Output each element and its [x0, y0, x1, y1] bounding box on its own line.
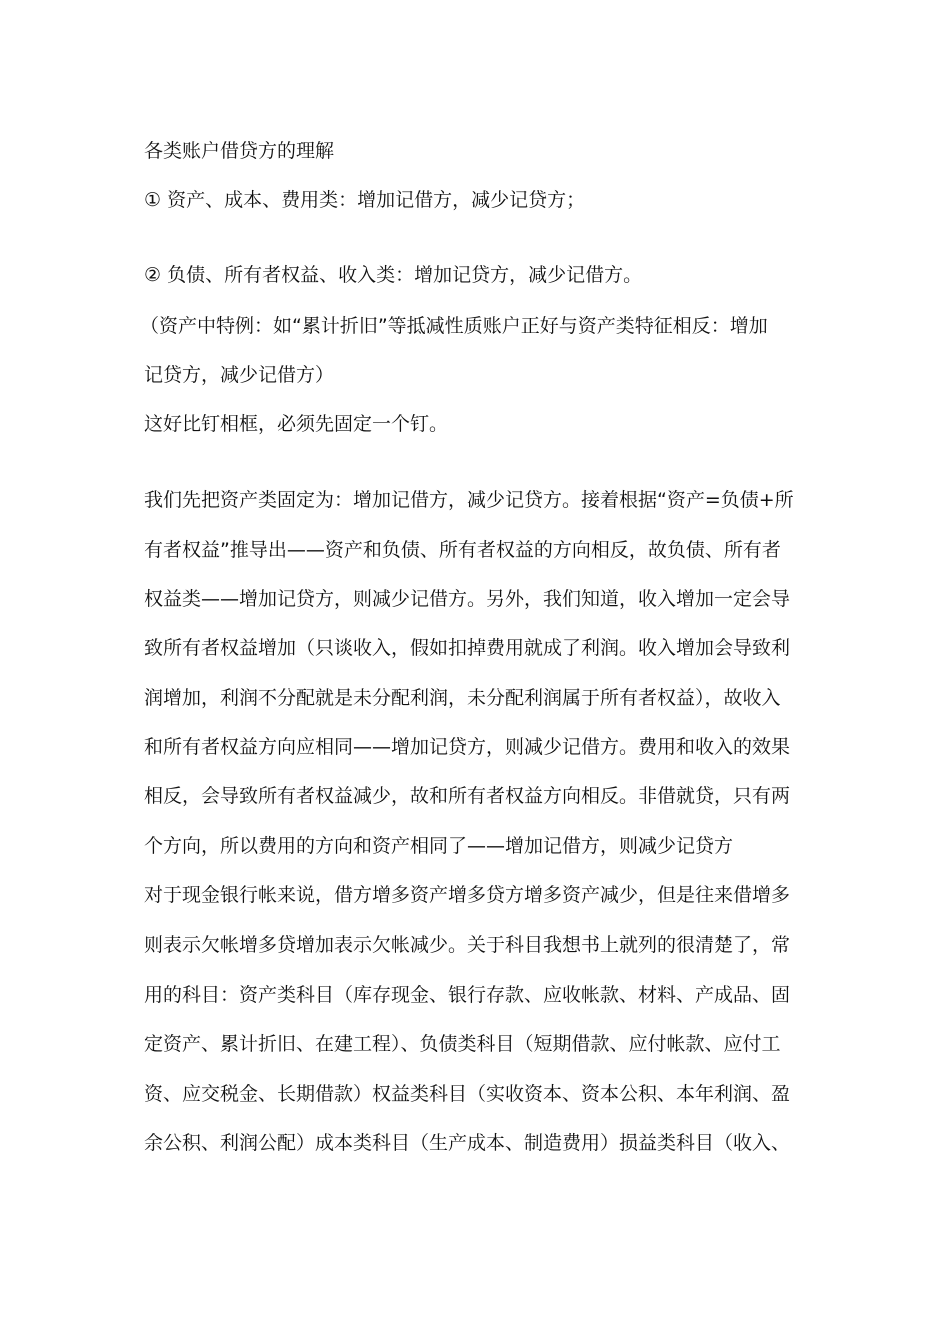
- paragraph-line: 个方向，所以费用的方向和资产相同了——增加记借方，则减少记贷方: [144, 835, 734, 857]
- paragraph-line: 润增加，利润不分配就是未分配利润，未分配利润属于所有者权益），故收入: [144, 687, 781, 709]
- paragraph-line: 我们先把资产类固定为：增加记借方，减少记贷方。接着根据“资产=负债+所: [144, 489, 794, 511]
- paragraph-line: 则表示欠帐增多贷增加表示欠帐减少。关于科目我想书上就列的很清楚了，常: [144, 934, 791, 956]
- paragraph-line: 相反，会导致所有者权益减少，故和所有者权益方向相反。非借就贷，只有两: [144, 785, 791, 807]
- paragraph-line: （资产中特例：如“累计折旧”等抵减性质账户正好与资产类特征相反：增加: [140, 315, 768, 337]
- paragraph-line: 用的科目：资产类科目（库存现金、银行存款、应收帐款、材料、产成品、固: [144, 984, 791, 1006]
- rule-asset-cost-expense: ① 资产、成本、费用类：增加记借方，减少记贷方；: [144, 189, 586, 211]
- paragraph-line: 资、应交税金、长期借款）权益类科目（实收资本、资本公积、本年利润、盈: [144, 1083, 791, 1105]
- paragraph-line: 对于现金银行帐来说，借方增多资产增多贷方增多资产减少，但是往来借增多: [144, 884, 791, 906]
- rule-liability-equity-income: ② 负债、所有者权益、收入类：增加记贷方，减少记借方。: [144, 264, 643, 286]
- paragraph-line: 定资产、累计折旧、在建工程）、负债类科目（短期借款、应付帐款、应付工: [144, 1033, 781, 1055]
- paragraph-line: 权益类——增加记贷方，则减少记借方。另外，我们知道，收入增加一定会导: [144, 588, 791, 610]
- paragraph-line: 这好比钉相框，必须先固定一个钉。: [144, 413, 449, 435]
- paragraph-line: 致所有者权益增加（只谈收入，假如扣掉费用就成了利润。收入增加会导致利: [144, 637, 791, 659]
- paragraph-line: 记贷方，减少记借方）: [144, 364, 335, 386]
- paragraph-line: 和所有者权益方向应相同——增加记贷方，则减少记借方。费用和收入的效果: [144, 736, 791, 758]
- document-title: 各类账户借贷方的理解: [144, 140, 335, 162]
- paragraph-line: 有者权益”推导出——资产和负债、所有者权益的方向相反，故负债、所有者: [144, 539, 781, 561]
- paragraph-line: 余公积、利润公配）成本类科目（生产成本、制造费用）损益类科目（收入、: [144, 1132, 791, 1154]
